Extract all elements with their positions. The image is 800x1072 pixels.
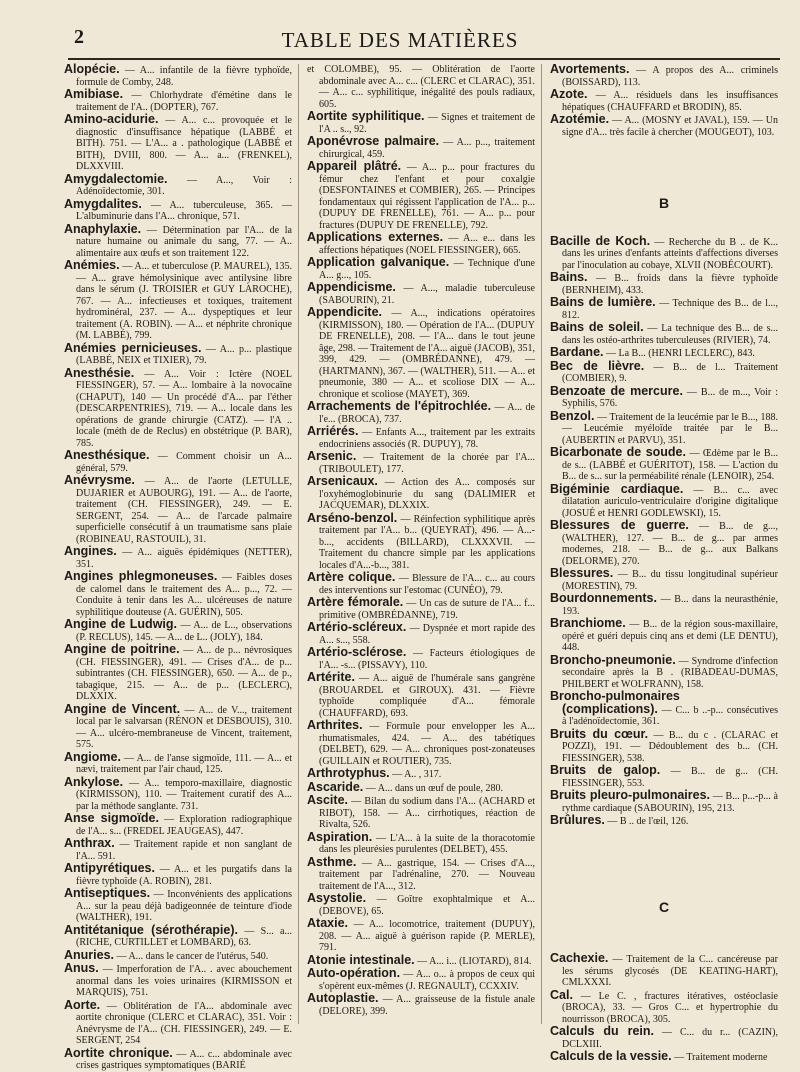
index-entry [307, 829, 535, 856]
entry-term: Asthme. [307, 854, 357, 869]
index-entry [550, 520, 778, 567]
entry-term: Avortements. [550, 62, 630, 76]
entry-text: — A... aiguës épidémiques (NETTER), 351. [76, 547, 292, 570]
running-head: TABLE DES MATIÈRES [281, 28, 519, 52]
entry-text: — B... de l... Traitement (COMBIER), 9. [562, 361, 778, 384]
index-entry [307, 136, 535, 160]
column-middle [307, 64, 542, 1024]
index-entry [550, 691, 778, 728]
entry-term: Angines phlegmoneuses. [64, 569, 218, 583]
entry-text: — Enfants A..., traitement par les extraits endocriniens associés (R. DUPUY), 78. [319, 427, 535, 450]
entry-term: Bardane. [550, 345, 604, 359]
index-entry [307, 720, 535, 767]
entry-term: Bruits du cœur. [550, 726, 649, 741]
index-entry [307, 257, 535, 281]
index-entry [64, 997, 292, 1047]
index-entry [64, 888, 292, 924]
entry-text: — Goître exophtalmique et A... (DEBOVE), 65. [319, 894, 535, 917]
index-entry [550, 618, 778, 654]
entry-term: Angines. [64, 544, 117, 558]
entry-text: — A... résiduels dans les insuffisances hépatiques (CHAUFFARD et BRODIN), 85. [562, 90, 778, 113]
entry-text: — Faibles doses de calomel dans le traitement des A... p..., 72. — Conduite à tenir dans les A... ulcéreuses de nature syphilitique douteuse (A. GUÉRIN), 505. [76, 572, 293, 618]
entry-text: — L'A... à la suite de la thoracotomie dans les pleurésies purulentes (DELBET), 455. [319, 832, 535, 855]
entry-term: Bigéminie cardiaque. [550, 481, 684, 496]
entry-text: — Blessure de l'A... c... au cours des interventions sur l'estomac (CUNÉO), 79. [319, 573, 535, 596]
entry-term: Amygdalectomie. [64, 171, 168, 186]
index-columns [64, 62, 784, 1071]
entry-term: Aorte. [64, 997, 101, 1012]
index-entry [550, 790, 778, 814]
index-entry [307, 476, 535, 512]
entry-term: Bruits pleuro-pulmonaires. [550, 788, 711, 802]
entry-text: — Action des A... composés sur l'oxyhémoglobinurie du sang (DALIMIER et JACQUEMAR), DLXXIX. [319, 477, 535, 511]
entry-term: Bacille de Koch. [550, 233, 651, 248]
entry-text: — A... et les purgatifs dans la fièvre typhoïde (A. ROBIN), 281. [76, 864, 292, 887]
index-entry [64, 450, 292, 474]
entry-text: — A propos des A... criminels (BOISSARD), 113. [562, 65, 778, 88]
entry-term: Antitétanique (sérothérapie). [64, 922, 238, 937]
entry-text: — A..., indications opératoires (KIRMISSON), 180. — Opération de l'A... (DUPUY DE FRENELLE), 208. — l'A... dans le tout jeune âge, 298. — Traitement de l'A... aiguë (JACOB), 351, 399, 429. — (OMBRÉDANNE), 479. — (HARTMANN), 367. — (WALTHER), 511. — A... et pneumonie, 380 — A... et scoliose DIX — A... chronique et scoliose (MAYET), 369. [319, 308, 535, 400]
entry-text: — A... et tuberculose (P. MAUREL), 135. — A... grave hémolysinique avec antilysine libre dans le sérum (J. TROISIER et GUY LAROCHE), 767. — A... infectieuses et toxiques, traitement hydrominéral, 237. — A... dyspeptiques et leur traitement (A. ROBIN). — A... et néphrite chronique (M. LABBÉ), 799. [76, 261, 292, 341]
index-entry [64, 838, 292, 862]
entry-term: Benzol. [550, 408, 595, 423]
entry-term: Anse sigmoïde. [64, 811, 159, 825]
entry-text: — Technique des B... de l..., 812. [562, 298, 778, 321]
entry-text: — Œdème par le B... de s... (LABBÉ et GUÉRITOT), 158. — L'action du B... de s... sur la perméabilité rénale (LENOIR), 254. [562, 448, 778, 482]
index-entry [64, 114, 292, 173]
entry-text: — Technique d'une A... g..., 105. [319, 258, 535, 281]
entry-term: Calculs de la vessie. [550, 1049, 672, 1063]
index-entry [550, 272, 778, 296]
index-entry [307, 893, 535, 917]
entry-term: Antiseptiques. [64, 886, 151, 900]
entry-term: Bains. [550, 270, 588, 284]
index-entry [550, 297, 778, 321]
entry-text: — A... p... pour fractures du fémur chez l'enfant et pour coxalgie (DESFONTAINES et COMBIER), 265. — Principes fondamentaux qui régissent l'application de l'A... p... (DUPUY DE FRENELLE), 761. — A... p... pour fractures (DUPUY DE FRENELLE), 792. [319, 162, 536, 231]
index-entry [307, 672, 535, 719]
entry-term: Appendicisme. [307, 280, 396, 294]
entry-text: — A... p..., traitement chirurgical, 459. [319, 137, 535, 160]
index-entry [64, 171, 292, 198]
entry-text: — A... de l'e... (BROCA), 737. [319, 402, 535, 425]
entry-term: Blessures de guerre. [550, 518, 689, 532]
entry-term: Aponévrose palmaire. [307, 134, 440, 148]
entry-term: Ataxie. [307, 916, 348, 930]
entry-term: Azotémie. [550, 112, 610, 126]
index-entry [307, 918, 535, 954]
entry-term: Anémies pernicieuses. [64, 340, 202, 355]
entry-text: — Bilan du sodium dans l'A... (ACHARD et RIBOT), 158. — A... cirrhotiques, réaction de Rivalta, 526. [319, 796, 535, 830]
entry-text: — A... aiguë de l'humérale sans gangrène (BROUARDEL et GIROUX). 431. — Fièvre typhoïde compliquée d'A... fémorale (CHAUFFARD), 693. [319, 673, 535, 719]
index-entry [550, 89, 778, 113]
entry-term: Anesthésique. [64, 448, 150, 462]
entry-text: — Traitement moderne [671, 1052, 768, 1063]
entry-term: Calculs du rein. [550, 1024, 655, 1038]
entry-term: Arthrotyphus. [307, 766, 390, 780]
index-entry [550, 726, 778, 765]
entry-term: Aortite syphilitique. [307, 109, 425, 123]
entry-term: Ankylose. [64, 774, 124, 789]
entry-text: — Un cas de suture de l'A... f... primitive (OMBRÉDANNE), 719. [319, 598, 536, 621]
entry-text: — C... b ..-p... consécutives à l'adénoïdectomie, 361. [562, 704, 778, 727]
index-entry [550, 64, 778, 88]
entry-text: — Comment choisir un A... général, 579. [76, 451, 292, 474]
entry-text: — Facteurs étiologiques de l'A... -s... (PISSAVY), 110. [319, 648, 535, 671]
entry-text: — A... de L.., observations (P. RECLUS), 145. — A... de L.. (JOLY), 184. [76, 620, 292, 643]
index-entry [307, 795, 535, 831]
index-entry [307, 510, 535, 572]
index-entry [64, 774, 292, 813]
index-entry [550, 408, 778, 447]
index-entry [307, 232, 535, 256]
index-entry [550, 233, 778, 272]
entry-text: — Réinfection syphilitique après traitement par l'A... b... (QUEYRAT), 496. — A...-b..., accidents (BILLARD), CLXXXVII. — Traitement du chancre simple par les applications locales d'A...-b..., 381. [319, 513, 535, 571]
entry-term: Arséno-benzol. [307, 510, 398, 525]
index-entry [307, 597, 535, 621]
page-number: 2 [74, 26, 84, 48]
index-entry [64, 571, 292, 618]
index-entry [64, 644, 292, 703]
entry-text: — A... de l'aorte (LETULLE, DUJARIER et AUBOURG), 191. — A... de l'aorte, traitement (CH. FIESSINGER), 249. — E. SERGENT, 254. — A... de l'arcade palmaire superficielle consécutif à un traumatisme sans plaie (ROBINEAU, RASTOUIL), 31. [76, 476, 292, 545]
entry-term: Asystolie. [307, 891, 367, 905]
entry-text: — B .. de l'œil, 126. [604, 816, 689, 827]
entry-term: Anuries. [64, 947, 115, 962]
entry-text: — B... du c . (CLARAC et POZZI), 191. — Dédoublement des b... (CH. FIESSINGER), 538. [562, 729, 778, 764]
entry-term: Anus. [64, 961, 99, 975]
entry-term: Artérite. [307, 670, 355, 684]
entry-term: Azote. [550, 87, 588, 101]
entry-text: — A... Voir : Ictère (NOEL FIESSINGER), 57. — A... lombaire à la novocaïne (CHAPUT), 140 — Un procédé d'A... par l'éther (DESCARPENTRIES), 719. — A... locale dans les opérations de grande chirurgie (CATZ). — l'A .. locale (méth de de Reclus) en obstétrique (P. BAR), 785. [76, 368, 292, 449]
entry-text: — Dyspnée et mort rapide des A... s..., 558. [319, 623, 535, 646]
entry-term: Cachexie. [550, 951, 609, 965]
entry-term: Angiome. [64, 749, 121, 764]
entry-text: — A... dans un œuf de poule, 280. [363, 782, 503, 794]
index-entry [550, 593, 778, 617]
entry-term: Bec de lièvre. [550, 358, 645, 373]
entry-term: Arthrites. [307, 718, 363, 732]
header-rule [68, 58, 780, 60]
entry-text: et COLOMBE), 95. — Oblitération de l'aorte abdominale avec A... c... (CLERC et CLARAC), 351. — A... c... syphilitique, inégalité des pouls radiaux, 605. [307, 64, 535, 110]
entry-text: — Exploration radiographique de l'A... s... (FREDEL JEAUGEAS), 447. [76, 814, 292, 837]
entry-text: — Imperforation de l'A.. . avec abouchement anormal dans les voies urinaires (KIRMISSON et MARQUIS), 751. [76, 964, 292, 998]
entry-text: — Détermination par l'A... de la nature humaine ou animale du sang, 77. — A.. alimentaire aux œufs et son traitement 122. [76, 224, 292, 259]
index-entry [307, 993, 535, 1017]
entry-term: Bicarbonate de soude. [550, 445, 686, 459]
entry-text: — A... c... provoquée et le diagnostic d'insuffisance hépatique (LABBÉ et BITH). 751. — L'A... a . pathologique (LABBÉ et BITH), DVIII, 800. — A... a... (FRENKEL), DLXXVIII. [76, 115, 292, 172]
entry-text: — A... i... (LIOTARD), 814. [414, 955, 532, 967]
entry-text: — Traitement de la leucémie par le B..., 188. — Leucémie myéloïde traitée par le B... (AUBERTIN et PARVU), 351. [562, 411, 778, 446]
index-entry [64, 260, 292, 342]
entry-term: Ascite. [307, 793, 348, 807]
entry-term: Artério-scléreux. [307, 620, 407, 634]
index-entry [307, 572, 535, 596]
entry-text: — B... du tissu longitudinal supérieur (MORESTIN), 79. [562, 569, 778, 592]
entry-text: — A... de V..., traitement local par le salvarsan (RÉNON et DESBOUIS), 310. — A... ulcéro-membraneuse de Vincent, traitement, 575. [76, 704, 292, 750]
entry-term: Auto-opération. [307, 966, 401, 980]
entry-text: — A... de p... névrosiques (CH. FIESSINGER), 491. — Crises d'A... de p... subintrantes (CH. FIESSINGER), 650. — A... de p., tabagique, 215. — A... de p... (LECLERC), DLXXIX. [76, 645, 292, 702]
entry-term: Appareil plâtré. [307, 159, 402, 173]
index-entry [64, 89, 292, 113]
index-entry [307, 854, 535, 893]
entry-term: Arriérés. [307, 424, 359, 438]
entry-term: Bains de lumière. [550, 295, 656, 309]
entry-term: Anaphylaxie. [64, 221, 142, 236]
entry-term: Benzoate de mercure. [550, 383, 683, 398]
index-entry [550, 114, 778, 138]
entry-term: Aspiration. [307, 829, 373, 844]
index-entry [307, 282, 535, 306]
index-entry [64, 813, 292, 837]
entry-term: Branchiome. [550, 616, 626, 630]
entry-term: Anémies. [64, 258, 120, 272]
index-entry [307, 111, 535, 135]
entry-text: — B... p...-p... à rythme cardiaque (SABOURIN), 195, 213. [562, 791, 778, 814]
entry-term: Arsenicaux. [307, 474, 378, 488]
entry-term: Amygdalites. [64, 196, 142, 211]
index-entry [550, 568, 778, 592]
entry-term: Arrachements de l'épitrochlée. [307, 399, 492, 413]
index-entry [307, 451, 535, 475]
entry-text: — A... (MOSNY et JAVAL), 159. — Un signe d'A... très facile à chercher (MOUGEOT), 103. [562, 115, 778, 138]
index-entry [64, 340, 292, 367]
entry-text: — Traitement de la chorée par l'A... (TRIBOULET), 177. [319, 452, 535, 475]
entry-text: — A... tuberculeuse, 365. — L'albuminurie dans l'A... chronique, 571. [76, 199, 292, 222]
index-entry [307, 622, 535, 646]
entry-term: Bains de soleil. [550, 320, 644, 334]
index-entry [307, 647, 535, 671]
entry-term: Aortite chronique. [64, 1045, 173, 1060]
index-entry [64, 365, 292, 450]
entry-term: Bourdonnements. [550, 591, 657, 605]
entry-term: Alopécie. [64, 62, 120, 76]
index-entry [64, 619, 292, 643]
index-entry [64, 749, 292, 776]
index-entry [550, 358, 778, 385]
entry-term: Atonie intestinale. [307, 952, 415, 967]
index-entry [550, 815, 778, 828]
entry-term: Amino-acidurie. [64, 112, 159, 126]
column-left [64, 62, 299, 1071]
entry-term: Brûlures. [550, 813, 605, 827]
section-letter: B [658, 195, 670, 211]
entry-term: Amibiase. [64, 87, 124, 101]
entry-term: Angine de Vincent. [64, 701, 181, 716]
entry-text: — A... e... dans les affections hépatiques (NOEL FIESSINGER), 665. [319, 233, 536, 256]
entry-term: Broncho-pneumonie. [550, 652, 676, 667]
entry-text: — S... a... (RICHE, CURTILLET et LOMBARD), 63. [76, 925, 292, 948]
index-entry [550, 987, 778, 1026]
entry-text: — Le C. , fractures itératives, ostéoclasie (BROCA), 33. — Gros C... et hypertrophie du nourrisson (BROCA), 305. [562, 990, 778, 1025]
entry-text: — Traitement de la C... cancéreuse par les sérums glycosés (DE KEATING-HART), CMLXXXI. [562, 954, 778, 988]
index-entry [550, 1026, 778, 1050]
entry-text: — Syndrome d'infection secondaire après la B . (RIBADEAU-DUMAS, PHILBERT et WOLFRANN), 158. [562, 655, 778, 690]
index-entry [550, 765, 778, 789]
index-entry [64, 863, 292, 887]
index-entry [64, 701, 292, 751]
entry-term: Antipyrétiques. [64, 861, 155, 875]
entry-term: Broncho-pulmonaires (complications). [550, 689, 680, 716]
entry-text: — B... de la région sous-maxillaire, opéré et guéri depuis cinq ans et demi (LE DENTU), 448. [562, 619, 778, 653]
entry-text: — A... dans le cancer de l'utérus, 540. [114, 950, 269, 962]
entry-text: — La technique des B... de s... dans les ostéo-arthrites tuberculeuses (RIVIER), 74. [562, 323, 779, 346]
index-entry [550, 953, 778, 989]
entry-text: — Signes et traitement de l'A .. s.., 92. [319, 112, 535, 135]
entry-text: — B... de g... (CH. FIESSINGER), 553. [562, 766, 778, 789]
entry-text: — A... o... à propos de ceux qui s'opèrent eux-mêmes (J. REGNAULT), CCXXIV. [319, 969, 535, 992]
entry-term: Artère fémorale. [307, 595, 404, 609]
entry-term: Angine de poitrine. [64, 642, 180, 656]
entry-text: — A... c... abdominale avec crises gastriques symptomatiques (BARIÉ [76, 1048, 292, 1071]
entry-term: Bruits de galop. [550, 763, 661, 777]
index-entry [64, 1045, 292, 1072]
entry-term: Blessures. [550, 566, 614, 580]
index-entry [307, 968, 535, 992]
entry-text: — Recherche du B .. de K... dans les urines d'enfants atteints d'affections diverses par l'inoculation au cobaye, XLVII (NOBÉCOURT). [562, 236, 778, 271]
entry-text: — A..., Voir : Adénoïdectomie, 301. [76, 174, 292, 197]
entry-text: — B... de m..., Voir : Syphilis, 576. [562, 386, 778, 409]
entry-text: — A.. , 317. [389, 769, 442, 780]
index-entry [64, 196, 292, 223]
entry-term: Applications externes. [307, 230, 444, 244]
entry-text: — Chlorhydrate d'émétine dans le traitement de l'A.. (DOPTER), 767. [76, 90, 292, 113]
entry-term: Artère colique. [307, 570, 396, 584]
entry-text: — Inconvénients des applications A... sur la peau déjà badigeonnée de teinture d'iode (WALTHER), 191. [76, 889, 292, 923]
index-entry [64, 922, 292, 949]
index-entry [550, 1051, 778, 1064]
index-entry [64, 475, 292, 545]
entry-text: — A... infantile de la fièvre typhoïde, formule de Comby, 248. [76, 65, 292, 88]
entry-text: — Oblitération de l'A... abdominale avec aortite chronique (CLERC et CLARAC), 351. Voir : Anévrysme de l'A... (CH. FIESSINGER), 249. — E. SERGENT, 254 [76, 1000, 292, 1046]
entry-term: Artério-sclérose. [307, 645, 407, 659]
index-entry [64, 64, 292, 88]
index-entry [64, 546, 292, 570]
index-entry [550, 481, 778, 520]
index-entry [307, 401, 535, 425]
entry-text: — A..., maladie tuberculeuse (SABOURIN), 21. [319, 283, 535, 306]
entry-term: Arsenic. [307, 449, 357, 463]
entry-text: — A... de l'anse sigmoïde, 111. — A... et nævi, traitement par l'air chaud, 125. [76, 752, 292, 775]
entry-text: — B... froids dans la fièvre typhoïde (BERNHEIM), 433. [562, 273, 778, 296]
entry-term: Application galvanique. [307, 255, 450, 269]
entry-text: — A... locomotrice, traitement (DUPUY), 208. — A... aiguë à guérison rapide (P. MERLE), 791. [319, 919, 535, 953]
entry-text: — B... c... avec dilatation auriculo-ventriculaire d'origine digitalique (JOSUÉ et HENRI GODLEWSKI), 15. [562, 484, 778, 519]
index-entry [307, 64, 535, 110]
index-entry [307, 307, 535, 400]
column-right [550, 62, 784, 1063]
index-entry [64, 963, 292, 999]
entry-text: — A... gastrique, 154. — Crises d'A..., traitement par l'adrénaline, 270. — Nouveau traitement de l'A..., 312. [319, 857, 535, 892]
entry-term: Ascaride. [307, 779, 364, 794]
entry-text: — C... du r... (CAZIN), DCLXIII. [562, 1027, 778, 1050]
section-letter: C [658, 898, 670, 915]
entry-text: — A... graisseuse de la fistule anale (DELORE), 399. [319, 994, 535, 1017]
entry-text: — B... de g..., (WALTHER), 127. — B... de g... par armes modernes, 218. — B... de g... aux Balkans (DELORME), 270. [562, 521, 779, 567]
entry-term: Anthrax. [64, 836, 115, 850]
entry-text: — Formule pour envelopper les A... rhumatismales, 424. — A... des tabétiques (DELBET), 629. — A... chroniques post-zonateuses (GUILLAIN et ROUTIER), 735. [319, 721, 535, 767]
index-entry [64, 221, 292, 260]
entry-text: — A... p... plastique (LABBÉ, NEIX et TIXIER), 79. [76, 343, 292, 366]
index-entry [307, 426, 535, 450]
index-entry [550, 652, 778, 691]
index-entry [550, 383, 778, 410]
index-entry [307, 161, 535, 231]
entry-term: Anévrysme. [64, 473, 135, 487]
entry-text: — B... dans la neurasthénie, 193. [562, 594, 778, 617]
entry-term: Angine de Ludwig. [64, 617, 177, 631]
entry-term: Appendicite. [307, 305, 383, 319]
entry-term: Autoplastie. [307, 991, 379, 1005]
entry-term: Anesthésie. [64, 365, 135, 380]
index-entry [550, 322, 778, 346]
index-entry [550, 447, 778, 483]
entry-text: — Traitement rapide et non sanglant de l'A... 591. [76, 839, 292, 862]
entry-text: — La B... (HENRI LECLERC), 843. [603, 348, 755, 359]
entry-term: Cal. [550, 987, 573, 1002]
entry-text: — A... temporo-maxillaire, diagnostic (KIRMISSON), 110. — Traitement curatif des A... par la méthode sanglante. 731. [76, 777, 292, 812]
